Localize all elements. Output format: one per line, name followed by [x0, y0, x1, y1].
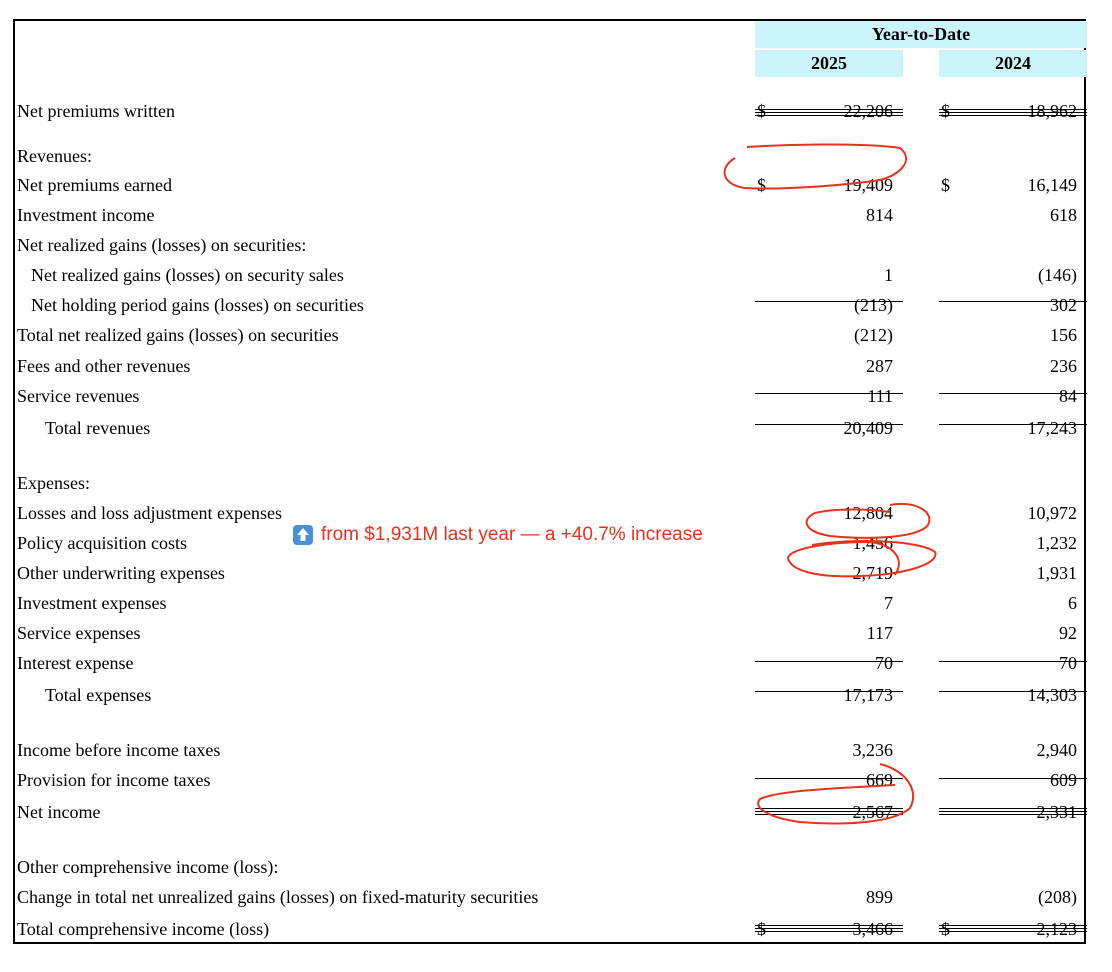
row-label: Net premiums written	[17, 101, 175, 121]
double-underline	[755, 928, 903, 932]
table-row	[15, 647, 1088, 677]
value-2025: 22,206	[843, 101, 893, 121]
underline	[939, 925, 1087, 926]
value-2025: 17,173	[843, 685, 893, 705]
row-label: Total net realized gains (losses) on securities	[17, 325, 339, 345]
underline	[939, 778, 1087, 779]
double-underline	[755, 112, 903, 116]
table-row	[15, 587, 1088, 617]
value-2025: 1,456	[852, 533, 893, 553]
currency-symbol-2025: $	[757, 919, 766, 939]
value-2025: (213)	[854, 295, 893, 315]
value-2024: 10,972	[1027, 503, 1077, 523]
double-underline	[755, 811, 903, 815]
col-2024-label: 2024	[995, 53, 1031, 73]
value-2025: 70	[875, 653, 893, 673]
value-2024: 236	[1050, 356, 1077, 376]
underline	[755, 301, 903, 302]
row-label: Total revenues	[45, 418, 151, 438]
row-label: Policy acquisition costs	[17, 533, 187, 553]
row-label: Net realized gains (losses) on security sales	[31, 265, 344, 285]
underline	[939, 109, 1087, 110]
table-row	[15, 319, 1088, 349]
value-2025: 1	[884, 265, 893, 285]
value-2024: 2,123	[1036, 919, 1077, 939]
underline	[755, 778, 903, 779]
row-label: Service revenues	[17, 386, 140, 406]
value-2024: 1,931	[1036, 563, 1077, 583]
value-2025: 669	[866, 770, 893, 790]
double-underline	[939, 811, 1087, 815]
underline	[755, 808, 903, 809]
table-row	[15, 851, 1088, 881]
value-2025: 814	[866, 205, 893, 225]
row-label: Provision for income taxes	[17, 770, 211, 790]
row-label: Total comprehensive income (loss)	[17, 919, 270, 939]
currency-symbol-2025: $	[757, 101, 766, 121]
value-2025: 111	[867, 386, 893, 406]
up-arrow-icon	[293, 525, 313, 545]
value-2025: 117	[866, 623, 893, 643]
row-label: Investment expenses	[17, 593, 167, 613]
row-label: Net realized gains (losses) on securities:	[17, 235, 307, 255]
underline	[755, 424, 903, 425]
value-2024: 1,232	[1036, 533, 1077, 553]
row-label: Change in total net unrealized gains (losses) on fixed-maturity securities	[17, 887, 539, 907]
table-row	[15, 95, 1088, 125]
annotation-text: from $1,931M last year — a +40.7% increase	[321, 524, 703, 545]
row-label: Fees and other revenues	[17, 356, 191, 376]
value-2025: 3,236	[852, 740, 893, 760]
double-underline	[939, 928, 1087, 932]
underline	[755, 393, 903, 394]
table-row	[15, 881, 1088, 911]
row-label: Interest expense	[17, 653, 134, 673]
row-label: Total expenses	[45, 685, 152, 705]
year-to-date-label: Year-to-Date	[871, 24, 971, 44]
table-row	[15, 679, 1088, 709]
annotation-note	[293, 524, 703, 546]
underline	[755, 661, 903, 662]
row-label: Expenses:	[17, 473, 90, 493]
value-2024: 70	[1059, 653, 1077, 673]
table-row	[15, 913, 1088, 943]
value-2025: 19,409	[843, 175, 893, 195]
table-row	[15, 497, 1088, 527]
row-label: Net premiums earned	[17, 175, 172, 195]
value-2024: 14,303	[1027, 685, 1077, 705]
table-row	[15, 734, 1088, 764]
row-label: Net holding period gains (losses) on securities	[31, 295, 364, 315]
underline	[939, 661, 1087, 662]
col-2025-label: 2025	[811, 53, 847, 73]
table-row	[15, 289, 1088, 319]
table-row	[15, 467, 1088, 497]
currency-symbol-2025: $	[757, 175, 766, 195]
value-2024: 18,962	[1027, 101, 1077, 121]
underline	[755, 691, 903, 692]
row-label: Net income	[17, 802, 101, 822]
table-row	[15, 140, 1088, 170]
value-2025: 2,567	[852, 802, 893, 822]
income-statement-table	[13, 19, 1086, 944]
row-label: Service expenses	[17, 623, 141, 643]
value-2024: (146)	[1038, 265, 1077, 285]
value-2025: 2,719	[852, 563, 893, 583]
value-2024: 302	[1050, 295, 1077, 315]
value-2024: 17,243	[1027, 418, 1077, 438]
value-2024: 84	[1059, 386, 1077, 406]
currency-symbol-2024: $	[941, 175, 950, 195]
underline	[939, 691, 1087, 692]
value-2024: 618	[1050, 205, 1077, 225]
table-row	[15, 259, 1088, 289]
underline	[939, 424, 1087, 425]
underline	[939, 393, 1087, 394]
table-row	[15, 557, 1088, 587]
double-underline	[939, 112, 1087, 116]
value-2025: 3,466	[852, 919, 893, 939]
table-row	[15, 199, 1088, 229]
value-2025: 20,409	[843, 418, 893, 438]
table-row	[15, 350, 1088, 380]
value-2025: 287	[866, 356, 893, 376]
row-label: Other comprehensive income (loss):	[17, 857, 279, 877]
value-2024: 2,331	[1036, 802, 1077, 822]
underline	[755, 925, 903, 926]
value-2025: 899	[866, 887, 893, 907]
value-2025: (212)	[854, 325, 893, 345]
row-label: Losses and loss adjustment expenses	[17, 503, 282, 523]
table-row	[15, 617, 1088, 647]
underline	[755, 109, 903, 110]
row-label: Income before income taxes	[17, 740, 221, 760]
value-2025: 12,804	[843, 503, 893, 523]
row-label: Investment income	[17, 205, 155, 225]
underline	[939, 808, 1087, 809]
table-row	[15, 796, 1088, 826]
value-2024: 609	[1050, 770, 1077, 790]
table-row	[15, 412, 1088, 442]
value-2024: 2,940	[1036, 740, 1077, 760]
underline	[939, 301, 1087, 302]
value-2024: 156	[1050, 325, 1077, 345]
table-row	[15, 764, 1088, 794]
currency-symbol-2024: $	[941, 919, 950, 939]
table-row	[15, 380, 1088, 410]
value-2024: (208)	[1038, 887, 1077, 907]
value-2024: 6	[1068, 593, 1077, 613]
currency-symbol-2024: $	[941, 101, 950, 121]
table-row	[15, 229, 1088, 259]
value-2024: 92	[1059, 623, 1077, 643]
value-2025: 7	[884, 593, 893, 613]
value-2024: 16,149	[1027, 175, 1077, 195]
row-label: Revenues:	[17, 146, 92, 166]
table-row	[15, 169, 1088, 199]
row-label: Other underwriting expenses	[17, 563, 225, 583]
